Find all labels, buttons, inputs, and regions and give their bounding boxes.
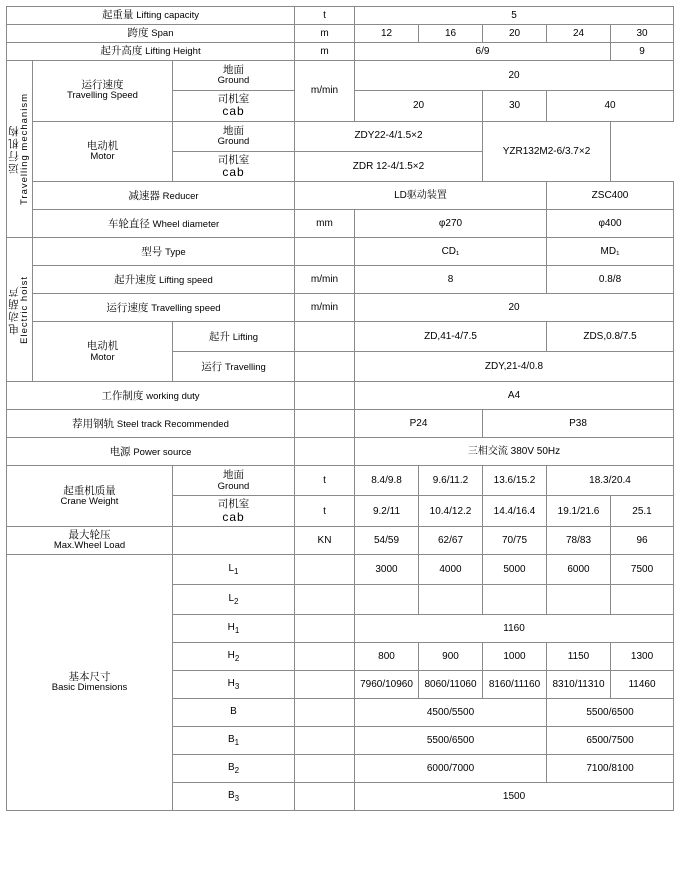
sublabel-motor-cab: 司机室 cab bbox=[173, 151, 295, 182]
value-crane-weight-ground-4: 18.3/20.4 bbox=[547, 466, 674, 496]
value-travelling-speed-cab-3: 40 bbox=[547, 90, 674, 121]
table-row bbox=[7, 42, 674, 60]
table-row bbox=[7, 60, 674, 90]
value-h2-4: 1150 bbox=[547, 643, 611, 671]
unit-h3 bbox=[295, 671, 355, 699]
value-h3-2: 8060/11060 bbox=[419, 671, 483, 699]
value-h2-2: 900 bbox=[419, 643, 483, 671]
row-label-lifting-height: 起升高度 Lifting Height bbox=[7, 42, 295, 60]
table-row bbox=[7, 382, 674, 410]
value-h2-3: 1000 bbox=[483, 643, 547, 671]
value-max-wheel-load-3: 70/75 bbox=[483, 527, 547, 555]
value-h3-5: 11460 bbox=[611, 671, 674, 699]
value-lifting-height-last: 9 bbox=[611, 42, 674, 60]
unit-steel-track bbox=[295, 410, 355, 438]
row-label-travelling-motor: 电动机 Motor bbox=[33, 121, 173, 182]
sublabel-crane-weight-ground: 地面 Ground bbox=[173, 466, 295, 496]
dimension-name-b3: $B_3$ bbox=[173, 783, 295, 811]
value-crane-weight-cab-5: 25.1 bbox=[611, 496, 674, 527]
value-crane-weight-ground-3: 13.6/15.2 bbox=[483, 466, 547, 496]
value-hoist-travelling-speed: 20 bbox=[355, 294, 674, 322]
unit-working-duty bbox=[295, 382, 355, 410]
dimension-name-l1: $L_1$ bbox=[173, 555, 295, 585]
value-crane-weight-cab-2: 10.4/12.2 bbox=[419, 496, 483, 527]
group-travelling-mechanism: 运行机构 Travelling mechanism bbox=[7, 60, 33, 238]
table-row bbox=[7, 438, 674, 466]
value-b1-left: 5500/6500 bbox=[355, 727, 547, 755]
dimension-name-b2: $B_2$ bbox=[173, 755, 295, 783]
unit-wheel-diameter: mm bbox=[295, 210, 355, 238]
table-row bbox=[7, 527, 674, 555]
table-row bbox=[7, 555, 674, 585]
value-span-1: 12 bbox=[355, 24, 419, 42]
unit-hoist-lifting-speed: m/min bbox=[295, 266, 355, 294]
dimension-name-b1: $B_1$ bbox=[173, 727, 295, 755]
value-h3-1: 7960/10960 bbox=[355, 671, 419, 699]
unit-lifting-capacity: t bbox=[295, 7, 355, 25]
value-l2-4 bbox=[547, 585, 611, 615]
unit-hoist-motor-lifting bbox=[295, 322, 355, 352]
value-motor-right: YZR132M2-6/3.7×2 bbox=[483, 121, 611, 182]
value-l1-1: 3000 bbox=[355, 555, 419, 585]
table-row bbox=[7, 210, 674, 238]
sublabel-hoist-motor-lifting: 起升 Lifting bbox=[173, 322, 295, 352]
value-wheel-diameter-left: φ270 bbox=[355, 210, 547, 238]
value-span-2: 16 bbox=[419, 24, 483, 42]
unit-max-wheel-load: KN bbox=[295, 527, 355, 555]
value-span-3: 20 bbox=[483, 24, 547, 42]
value-reducer-right: ZSC400 bbox=[547, 182, 674, 210]
table-row bbox=[7, 24, 674, 42]
value-b-right: 5500/6500 bbox=[547, 699, 674, 727]
value-lifting-height-main: 6/9 bbox=[355, 42, 611, 60]
value-l2-1 bbox=[355, 585, 419, 615]
unit-span: m bbox=[295, 24, 355, 42]
sublabel-travelling-speed-cab: 司机室 cab bbox=[173, 90, 295, 121]
value-b2-left: 6000/7000 bbox=[355, 755, 547, 783]
value-b3: 1500 bbox=[355, 783, 674, 811]
row-label-hoist-type: 型号 Type bbox=[33, 238, 295, 266]
dimension-name-h1: $H_1$ bbox=[173, 615, 295, 643]
table-row bbox=[7, 266, 674, 294]
dimension-name-l2: $L_2$ bbox=[173, 585, 295, 615]
unit-hoist-type bbox=[295, 238, 355, 266]
row-label-travelling-speed: 运行速度 Travelling Speed bbox=[33, 60, 173, 121]
table-row bbox=[7, 121, 674, 151]
unit-h1 bbox=[295, 615, 355, 643]
value-h1: 1160 bbox=[355, 615, 674, 643]
row-label-wheel-diameter: 车轮直径 Wheel diameter bbox=[33, 210, 295, 238]
value-hoist-type-left: CD₁ bbox=[355, 238, 547, 266]
value-max-wheel-load-2: 62/67 bbox=[419, 527, 483, 555]
value-crane-weight-ground-2: 9.6/11.2 bbox=[419, 466, 483, 496]
value-max-wheel-load-4: 78/83 bbox=[547, 527, 611, 555]
value-wheel-diameter-right: φ400 bbox=[547, 210, 674, 238]
unit-b1 bbox=[295, 727, 355, 755]
unit-lifting-height: m bbox=[295, 42, 355, 60]
value-crane-weight-cab-1: 9.2/11 bbox=[355, 496, 419, 527]
row-label-reducer: 减速器 Reducer bbox=[33, 182, 295, 210]
row-label-lifting-capacity: 起重量 Lifting capacity bbox=[7, 7, 295, 25]
table-row bbox=[7, 294, 674, 322]
value-span-5: 30 bbox=[611, 24, 674, 42]
table-row bbox=[7, 466, 674, 496]
value-hoist-lifting-speed-left: 8 bbox=[355, 266, 547, 294]
unit-b2 bbox=[295, 755, 355, 783]
row-label-basic-dimensions: 基本尺寸 Basic Dimensions bbox=[7, 555, 173, 811]
value-travelling-speed-cab-1: 20 bbox=[355, 90, 483, 121]
row-label-power-source: 电源 Power source bbox=[7, 438, 295, 466]
unit-power-source bbox=[295, 438, 355, 466]
unit-travelling-speed: m/min bbox=[295, 60, 355, 121]
row-label-working-duty: 工作制度 working duty bbox=[7, 382, 295, 410]
row-label-steel-track: 荐用钢轨 Steel track Recommended bbox=[7, 410, 295, 438]
value-h2-5: 1300 bbox=[611, 643, 674, 671]
sublabel-hoist-motor-travelling: 运行 Travelling bbox=[173, 352, 295, 382]
group-electric-hoist: 电动葫芦 Electric hoist bbox=[7, 238, 33, 382]
unit-hoist-motor-travelling bbox=[295, 352, 355, 382]
table-row bbox=[7, 410, 674, 438]
value-steel-track-right: P38 bbox=[483, 410, 674, 438]
value-hoist-motor-lifting-right: ZDS,0.8/7.5 bbox=[547, 322, 674, 352]
table-row bbox=[7, 182, 674, 210]
value-crane-weight-cab-3: 14.4/16.4 bbox=[483, 496, 547, 527]
value-travelling-speed-cab-2: 30 bbox=[483, 90, 547, 121]
value-steel-track-left: P24 bbox=[355, 410, 483, 438]
value-hoist-motor-lifting-left: ZD,41-4/7.5 bbox=[355, 322, 547, 352]
value-max-wheel-load-5: 96 bbox=[611, 527, 674, 555]
value-motor-cab: ZDR 12-4/1.5×2 bbox=[295, 151, 483, 182]
value-b-left: 4500/5500 bbox=[355, 699, 547, 727]
value-travelling-speed-ground: 20 bbox=[355, 60, 674, 90]
unit-b bbox=[295, 699, 355, 727]
value-l1-2: 4000 bbox=[419, 555, 483, 585]
unit-crane-weight-ground: t bbox=[295, 466, 355, 496]
value-reducer-left: LD驱动装置 bbox=[295, 182, 547, 210]
unit-l1 bbox=[295, 555, 355, 585]
value-motor-ground: ZDY22-4/1.5×2 bbox=[295, 121, 483, 151]
value-hoist-lifting-speed-right: 0.8/8 bbox=[547, 266, 674, 294]
value-working-duty: A4 bbox=[355, 382, 674, 410]
value-l2-5 bbox=[611, 585, 674, 615]
value-l1-5: 7500 bbox=[611, 555, 674, 585]
row-label-hoist-motor: 电动机 Motor bbox=[33, 322, 173, 382]
sublabel-crane-weight-cab: 司机室 cab bbox=[173, 496, 295, 527]
row-label-hoist-travelling-speed: 运行速度 Travelling speed bbox=[33, 294, 295, 322]
row-label-span: 跨度 Span bbox=[7, 24, 295, 42]
specification-table bbox=[6, 6, 674, 811]
value-l2-2 bbox=[419, 585, 483, 615]
value-max-wheel-load-1: 54/59 bbox=[355, 527, 419, 555]
table-row bbox=[7, 7, 674, 25]
value-span-4: 24 bbox=[547, 24, 611, 42]
value-hoist-motor-travelling: ZDY,21-4/0.8 bbox=[355, 352, 674, 382]
value-l1-3: 5000 bbox=[483, 555, 547, 585]
row-label-crane-weight: 起重机质量 Crane Weight bbox=[7, 466, 173, 527]
row-label-hoist-lifting-speed: 起升速度 Lifting speed bbox=[33, 266, 295, 294]
value-l2-3 bbox=[483, 585, 547, 615]
unit-hoist-travelling-speed: m/min bbox=[295, 294, 355, 322]
value-b1-right: 6500/7500 bbox=[547, 727, 674, 755]
value-hoist-type-right: MD₁ bbox=[547, 238, 674, 266]
unit-b3 bbox=[295, 783, 355, 811]
value-crane-weight-cab-4: 19.1/21.6 bbox=[547, 496, 611, 527]
value-l1-4: 6000 bbox=[547, 555, 611, 585]
dimension-name-h3: $H_3$ bbox=[173, 671, 295, 699]
unit-crane-weight-cab: t bbox=[295, 496, 355, 527]
value-b2-right: 7100/8100 bbox=[547, 755, 674, 783]
unit-h2 bbox=[295, 643, 355, 671]
value-lifting-capacity: 5 bbox=[355, 7, 674, 25]
dimension-name-h2: $H_2$ bbox=[173, 643, 295, 671]
dimension-name-b: B bbox=[173, 699, 295, 727]
sublabel-travelling-speed-ground: 地面 Ground bbox=[173, 60, 295, 90]
sublabel-motor-ground: 地面 Ground bbox=[173, 121, 295, 151]
value-h2-1: 800 bbox=[355, 643, 419, 671]
value-h3-4: 8310/11310 bbox=[547, 671, 611, 699]
unit-l2 bbox=[295, 585, 355, 615]
row-label-max-wheel-load: 最大轮压 Max.Wheel Load bbox=[7, 527, 173, 555]
table-row bbox=[7, 238, 674, 266]
value-crane-weight-ground-1: 8.4/9.8 bbox=[355, 466, 419, 496]
value-h3-3: 8160/11160 bbox=[483, 671, 547, 699]
value-power-source: 三相交流 380V 50Hz bbox=[355, 438, 674, 466]
table-row bbox=[7, 322, 674, 352]
spacer-max-wheel-load bbox=[173, 527, 295, 555]
